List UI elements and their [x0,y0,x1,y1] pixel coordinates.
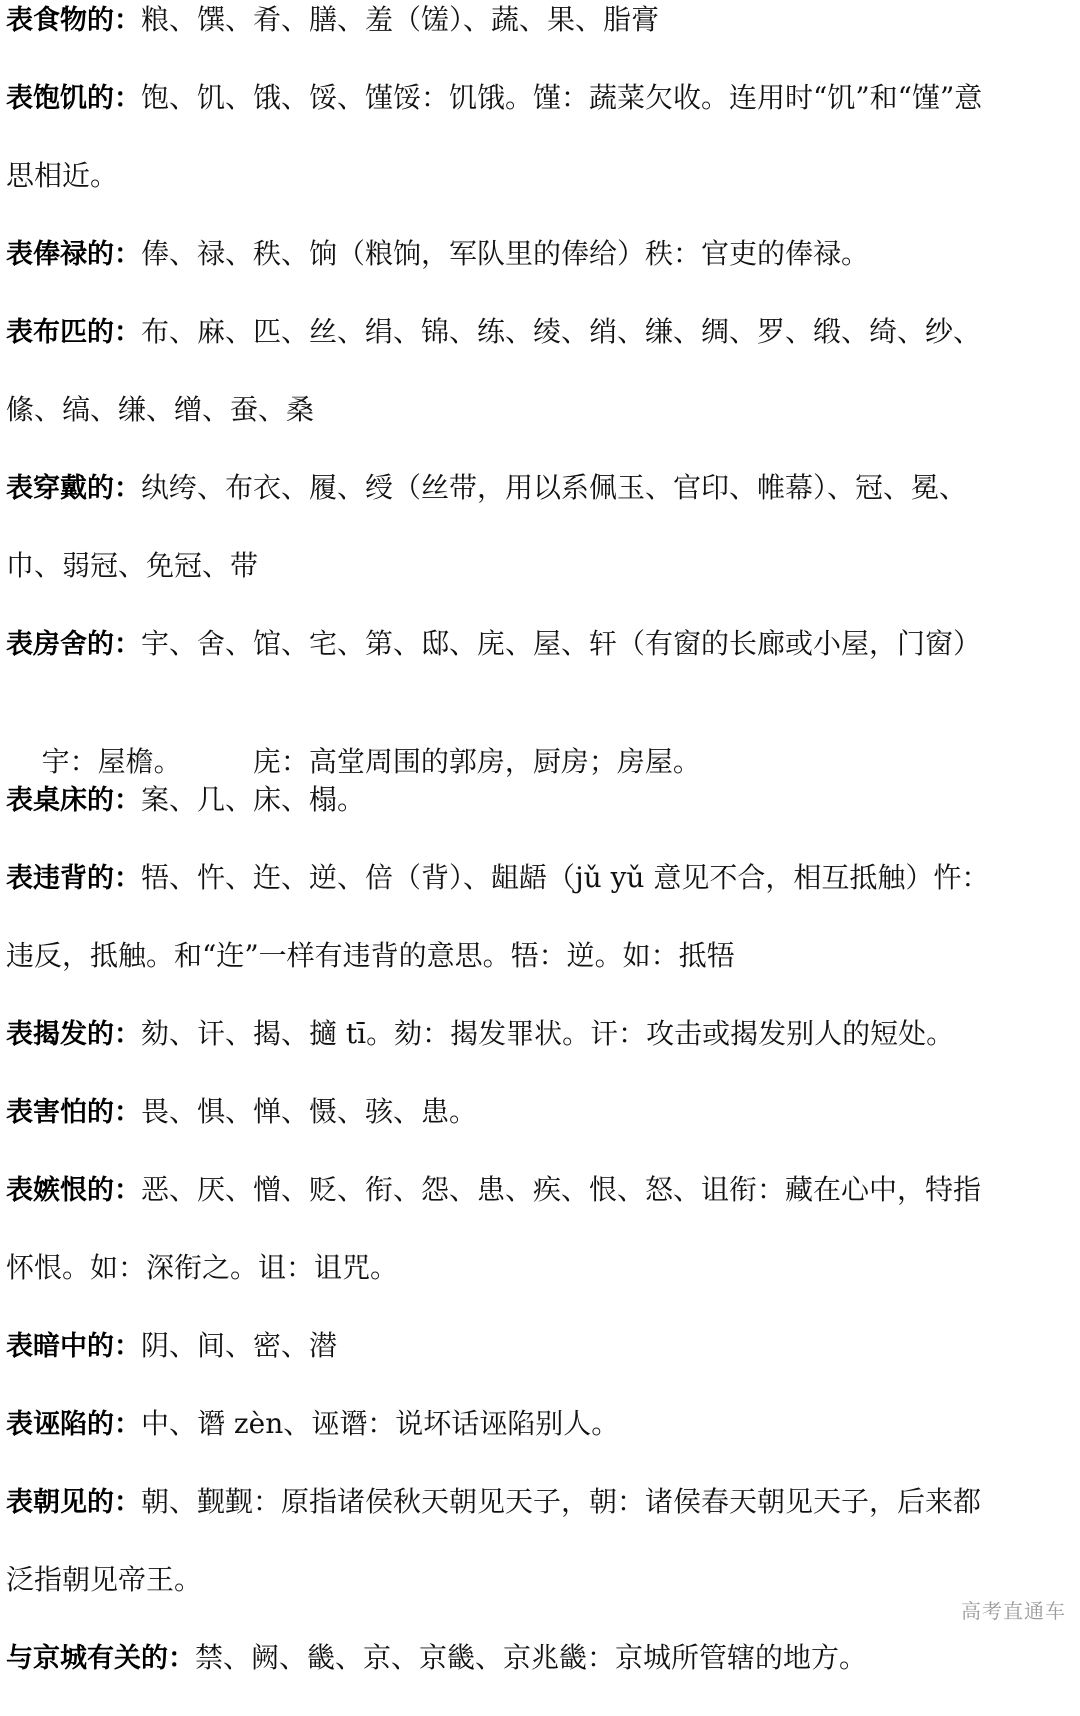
entry-text: 违反，抵触。和“迕”一样有违背的意思。牾：逆。如：抵牾 [6,939,735,972]
entry-clothing [6,468,1074,546]
entry-text: 纨绔、布衣、履、绶（丝带，用以系佩玉、官印、帷幕）、冠、冕、 [141,471,968,504]
entry-text: 禁、阙、畿、京、京畿、京兆畿：京城所管辖的地方。 [195,1641,868,1674]
entry-text: 恶、厌、憎、贬、衔、怨、患、疾、恨、怒、诅衔：藏在心中，特指 [141,1173,982,1206]
entry-term: 表布匹的： [6,317,141,348]
entry-slander [6,1404,1074,1482]
entry-term: 表揭发的： [6,1019,141,1050]
entry-audience-continued [6,1560,1074,1638]
entry-term: 表俸禄的： [6,239,141,270]
entry-term: 表违背的： [6,863,141,894]
entry-furniture [6,780,1074,858]
entry-term: 表桌床的： [6,785,141,816]
entry-audience [6,1482,1074,1560]
entry-exposure [6,1014,1074,1092]
entry-text: 朝、觐觐：原指诸侯秋天朝见天子，朝：诸侯春天朝见天子，后来都 [141,1485,982,1518]
entry-resentment-continued [6,1248,1074,1326]
entry-defiance [6,858,1074,936]
entry-text: 巾、弱冠、免冠、带 [6,549,259,582]
entry-term: 表食物的： [6,5,141,36]
entry-text: 宇：屋檐。 庑：高堂周围的郭房，厨房；房屋。 [41,745,701,778]
entry-text: 饱、饥、饿、馁、馑馁：饥饿。馑：蔬菜欠收。连用时“饥”和“馑”意 [141,81,983,114]
entry-term: 与京城有关的： [6,1643,195,1674]
entry-text: 怀恨。如：深衔之。诅：诅咒。 [6,1251,399,1284]
entry-text: 畏、惧、惮、慑、骇、患。 [141,1095,478,1128]
entry-text: 阴、间、密、潜 [141,1329,338,1362]
entry-term: 表饱饥的： [6,83,141,114]
entry-cloth [6,312,1074,390]
entry-hunger [6,78,1074,156]
entry-term: 表房舍的： [6,629,141,660]
entry-text: 劾、讦、揭、擿 tī。劾：揭发罪状。讦：攻击或揭发别人的短处。 [141,1017,955,1050]
entry-defiance-continued [6,936,1074,1014]
entry-term: 表穿戴的： [6,473,141,504]
entry-capital [6,1638,1074,1716]
entry-clothing-continued [6,546,1074,624]
entry-cloth-continued [6,390,1074,468]
entry-food [6,0,1074,78]
entry-text: 宇、舍、馆、宅、第、邸、庑、屋、轩（有窗的长廊或小屋，门窗） [141,627,982,660]
entry-fear [6,1092,1074,1170]
entry-text: 絛、缟、缣、缯、蚕、桑 [6,393,315,426]
entry-text: 思相近。 [6,159,119,192]
entry-term: 表害怕的： [6,1097,141,1128]
entry-text: 中、谮 zèn、诬谮：说坏话诬陷别人。 [141,1407,620,1440]
entry-housing [6,624,1074,702]
entry-term: 表嫉恨的： [6,1175,141,1206]
entry-term: 表朝见的： [6,1487,141,1518]
document-body [6,0,1074,1716]
entry-text: 牾、忤、迕、逆、倍（背）、龃龉（jǔ yǔ 意见不合，相互抵触）忤： [141,861,990,894]
watermark: 高考直通车 [961,1599,1066,1623]
entry-secret [6,1326,1074,1404]
entry-text: 粮、馔、肴、膳、羞（馐）、蔬、果、脂膏 [141,3,660,36]
entry-housing-continued [6,702,1074,780]
entry-text: 布、麻、匹、丝、绢、锦、练、绫、绡、缣、绸、罗、缎、绮、纱、 [141,315,982,348]
entry-salary [6,234,1074,312]
entry-text: 俸、禄、秩、饷（粮饷，军队里的俸给）秩：官吏的俸禄。 [141,237,870,270]
entry-resentment [6,1170,1074,1248]
entry-text: 案、几、床、榻。 [141,783,366,816]
entry-term: 表诬陷的： [6,1409,141,1440]
entry-hunger-continued [6,156,1074,234]
entry-term: 表暗中的： [6,1331,141,1362]
entry-text: 泛指朝见帝王。 [6,1563,203,1596]
